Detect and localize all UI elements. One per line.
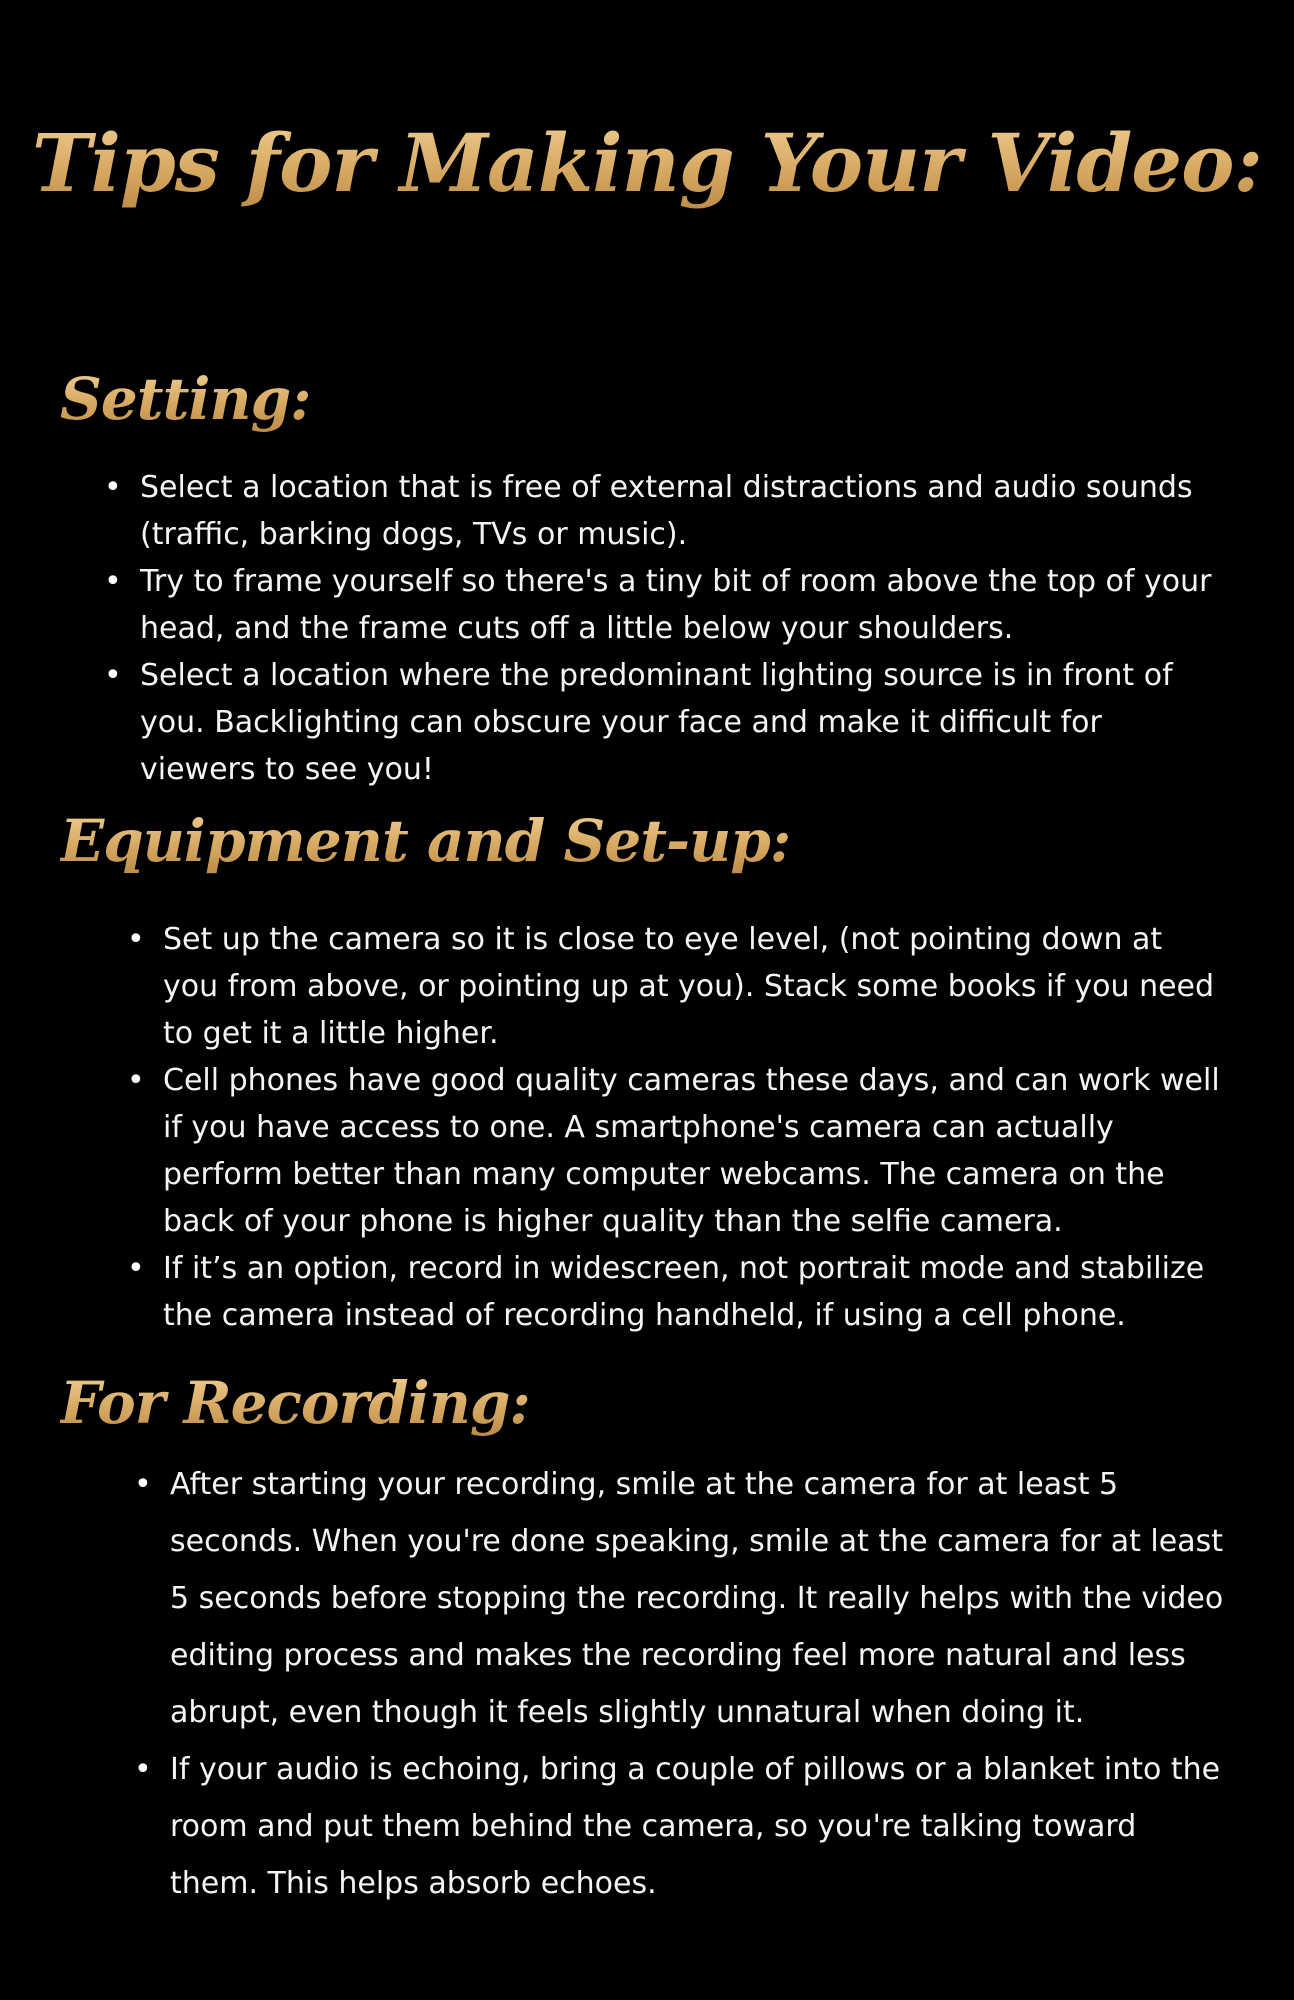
recording-tips-list bbox=[134, 1456, 1225, 1912]
bullet-icon: • bbox=[104, 564, 122, 599]
page-title: Tips for Making Your Video: bbox=[0, 108, 1294, 218]
section-heading-equipment: Equipment and Set-up: bbox=[60, 804, 790, 878]
list-item bbox=[104, 558, 1220, 652]
list-item-text: If it’s an option, record in widescreen, not portrait mode and stabilize the camera instead of recording handheld, if using a cell phone. bbox=[163, 1251, 1205, 1333]
list-item-text: Set up the camera so it is close to eye level, (not pointing down at you from above, or pointing up at you). Stack some books if you need to get it a little higher. bbox=[163, 922, 1215, 1051]
list-item-text: If your audio is echoing, bring a couple of pillows or a blanket into the room and put them behind the camera, so you're talking toward them. This helps absorb echoes. bbox=[170, 1752, 1221, 1901]
section-heading-setting: Setting: bbox=[60, 362, 311, 436]
list-item bbox=[134, 1741, 1225, 1912]
list-item bbox=[127, 1245, 1223, 1339]
bullet-icon: • bbox=[127, 922, 145, 957]
bullet-icon: • bbox=[127, 1063, 145, 1098]
setting-tips-list bbox=[104, 464, 1220, 793]
list-item bbox=[127, 916, 1223, 1057]
bullet-icon: • bbox=[104, 470, 122, 505]
list-item-text: Select a location where the predominant lighting source is in front of you. Backlighting can obscure your face and make it difficult for viewers to see you! bbox=[140, 658, 1173, 787]
bullet-icon: • bbox=[134, 1752, 152, 1787]
list-item bbox=[127, 1057, 1223, 1245]
list-item-text: Cell phones have good quality cameras these days, and can work well if you have access to one. A smartphone's camera can actually perform better than many computer webcams. The camera on the back of your phone is higher quality than the selfie camera. bbox=[163, 1063, 1220, 1239]
bullet-icon: • bbox=[134, 1467, 152, 1502]
section-heading-recording: For Recording: bbox=[60, 1366, 530, 1440]
list-item-text: Try to frame yourself so there's a tiny bit of room above the top of your head, and the frame cuts off a little below your shoulders. bbox=[140, 564, 1212, 646]
list-item bbox=[104, 652, 1220, 793]
list-item bbox=[104, 464, 1220, 558]
bullet-icon: • bbox=[104, 658, 122, 693]
bullet-icon: • bbox=[127, 1251, 145, 1286]
list-item bbox=[134, 1456, 1225, 1741]
list-item-text: Select a location that is free of external distractions and audio sounds (traffic, barking dogs, TVs or music). bbox=[140, 470, 1193, 552]
list-item-text: After starting your recording, smile at the camera for at least 5 seconds. When you're done speaking, smile at the camera for at least 5 seconds before stopping the recording. It really helps with the video editing process and makes the recording feel more natural and less abrupt, even though it feels slightly unnatural when doing it. bbox=[170, 1467, 1224, 1730]
equipment-tips-list bbox=[127, 916, 1223, 1339]
